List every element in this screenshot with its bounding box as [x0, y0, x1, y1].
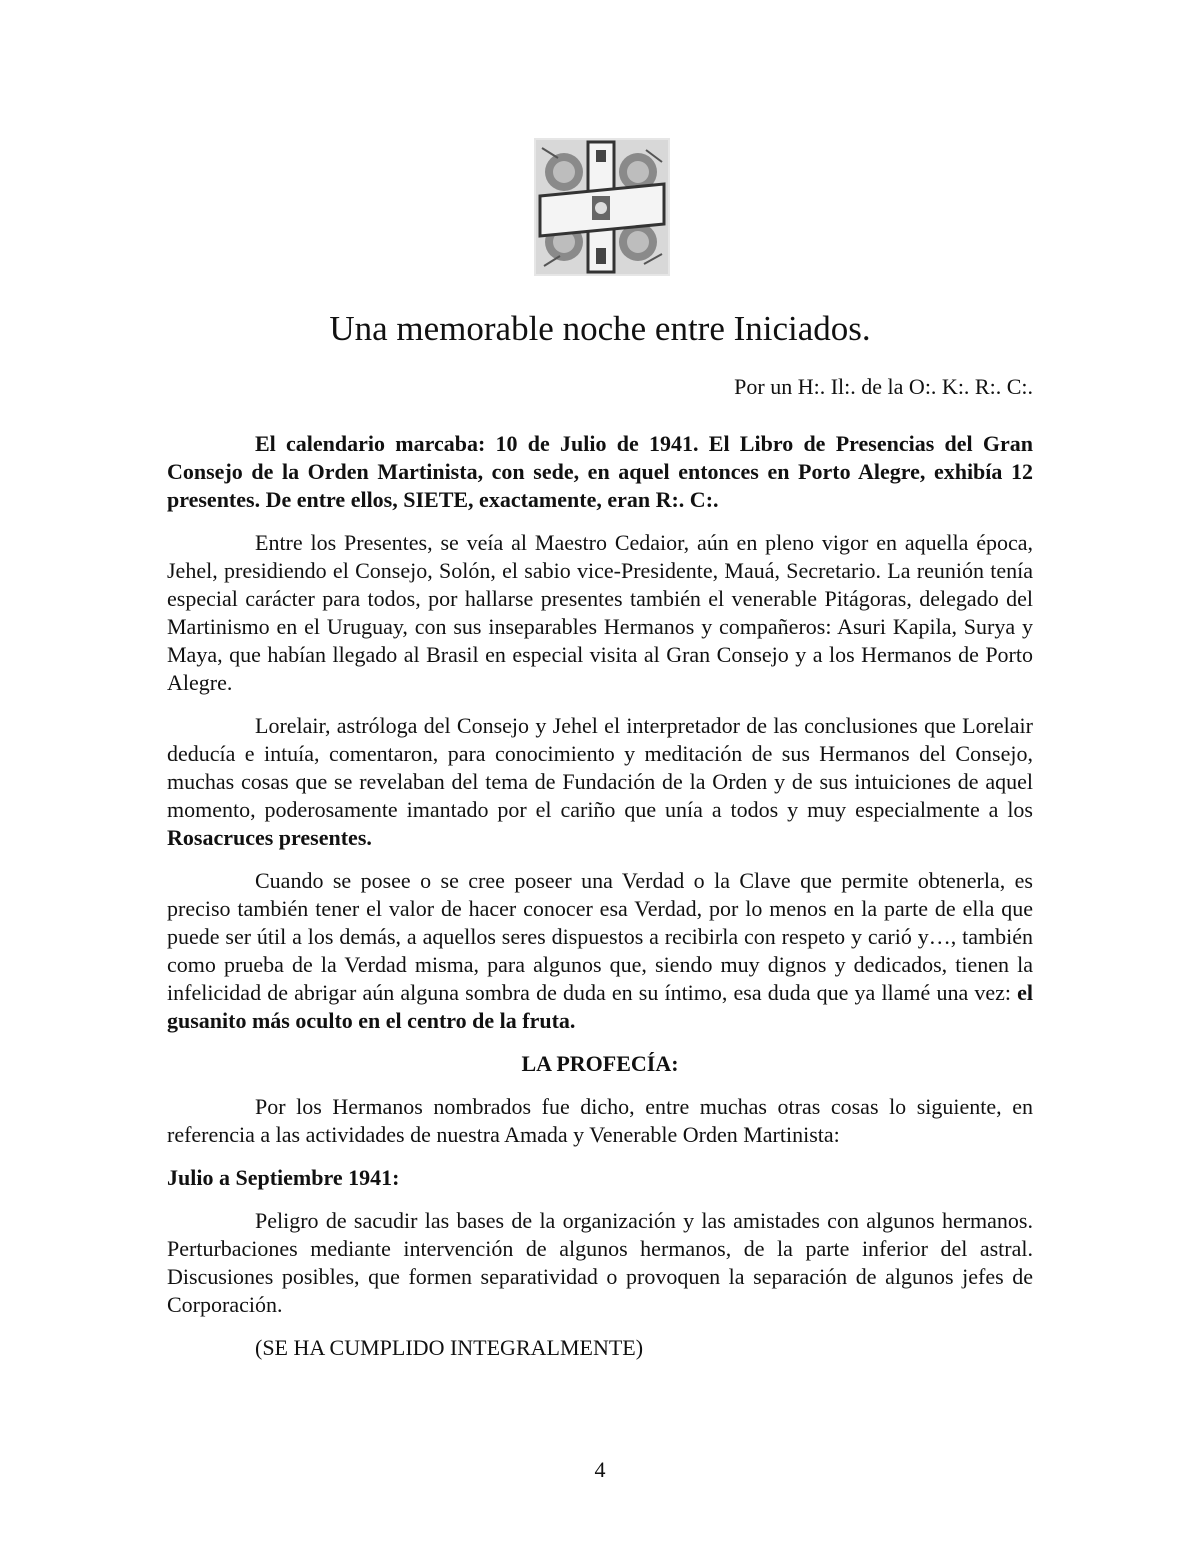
paragraph: Peligro de sacudir las bases de la organización y las amistades con algunos hermanos. Perturbaciones mediante intervención de algunos hermanos, de la parte inferior del astral. Discusiones posibles, que formen separatividad o provoquen la separación de algunos jefes de Corporación.: [167, 1208, 1033, 1317]
document-body: [167, 430, 1033, 1377]
author-byline: Por un H:. Il:. de la O:. K:. R:. C:.: [734, 374, 1033, 399]
paragraph-text: Cuando se posee o se cree poseer una Verdad o la Clave que permite obtenerla, es preciso también tener el valor de hacer conocer esa Verdad, por lo menos en la parte de ella que puede ser útil a los demás, a aquellos seres dispuestos a recibirla con respeto y carió y…, también como prueba de la Verdad misma, para algunos que, siendo muy dignos y dedicados, tienen la infelicidad de abrigar aún alguna sombra de duda en su íntimo, esa duda que ya llamé una vez:: [167, 868, 1033, 1005]
paragraph: (SE HA CUMPLIDO INTEGRALMENTE): [255, 1335, 644, 1360]
paragraph: [167, 712, 1033, 852]
intro-paragraph: El calendario marcaba: 10 de Julio de 1941. El Libro de Presencias del Gran Consejo de la Orden Martinista, con sede, en aquel entonces en Porto Alegre, exhibía 12 presentes. De entre ellos, SIETE, exactamente, eran R:. C:.: [167, 431, 1033, 512]
emblem-logo: [534, 138, 670, 276]
subsection-heading: Julio a Septiembre 1941:: [167, 1165, 400, 1190]
cross-emblem-icon: [534, 138, 670, 276]
section-heading: LA PROFECÍA:: [521, 1051, 679, 1076]
document-title: Una memorable noche entre Iniciados.: [329, 309, 871, 348]
paragraph: [167, 867, 1033, 1035]
page-number: 4: [594, 1457, 606, 1482]
paragraph: Entre los Presentes, se veía al Maestro Cedaior, aún en pleno vigor en aquella época, Jehel, presidiendo el Consejo, Solón, el sabio vice-Presidente, Mauá, Secretario. La reunión tenía especial carácter para todos, por hallarse presentes también el venerable Pitágoras, delegado del Martinismo en el Uruguay, con sus inseparables Hermanos y compañeros: Asuri Kapila, Surya y Maya, que habían llegado al Brasil en especial visita al Gran Consejo y a los Hermanos de Porto Alegre.: [167, 530, 1033, 695]
paragraph-text: Lorelair, astróloga del Consejo y Jehel el interpretador de las conclusiones que Lorelair deducía e intuía, comentaron, para conocimiento y meditación de sus Hermanos del Consejo, muchas cosas que se revelaban del tema de Fundación de la Orden y de sus intuiciones de aquel momento, poderosamente imantado por el cariño que unía a todos y muy especialmente a los: [167, 713, 1033, 822]
emphasis-text: Rosacruces presentes.: [167, 825, 372, 850]
paragraph: Por los Hermanos nombrados fue dicho, entre muchas otras cosas lo siguiente, en referencia a las actividades de nuestra Amada y Venerable Orden Martinista:: [167, 1094, 1033, 1147]
emphasis-text: el gusanito más oculto en el centro de la fruta.: [167, 980, 1034, 1033]
